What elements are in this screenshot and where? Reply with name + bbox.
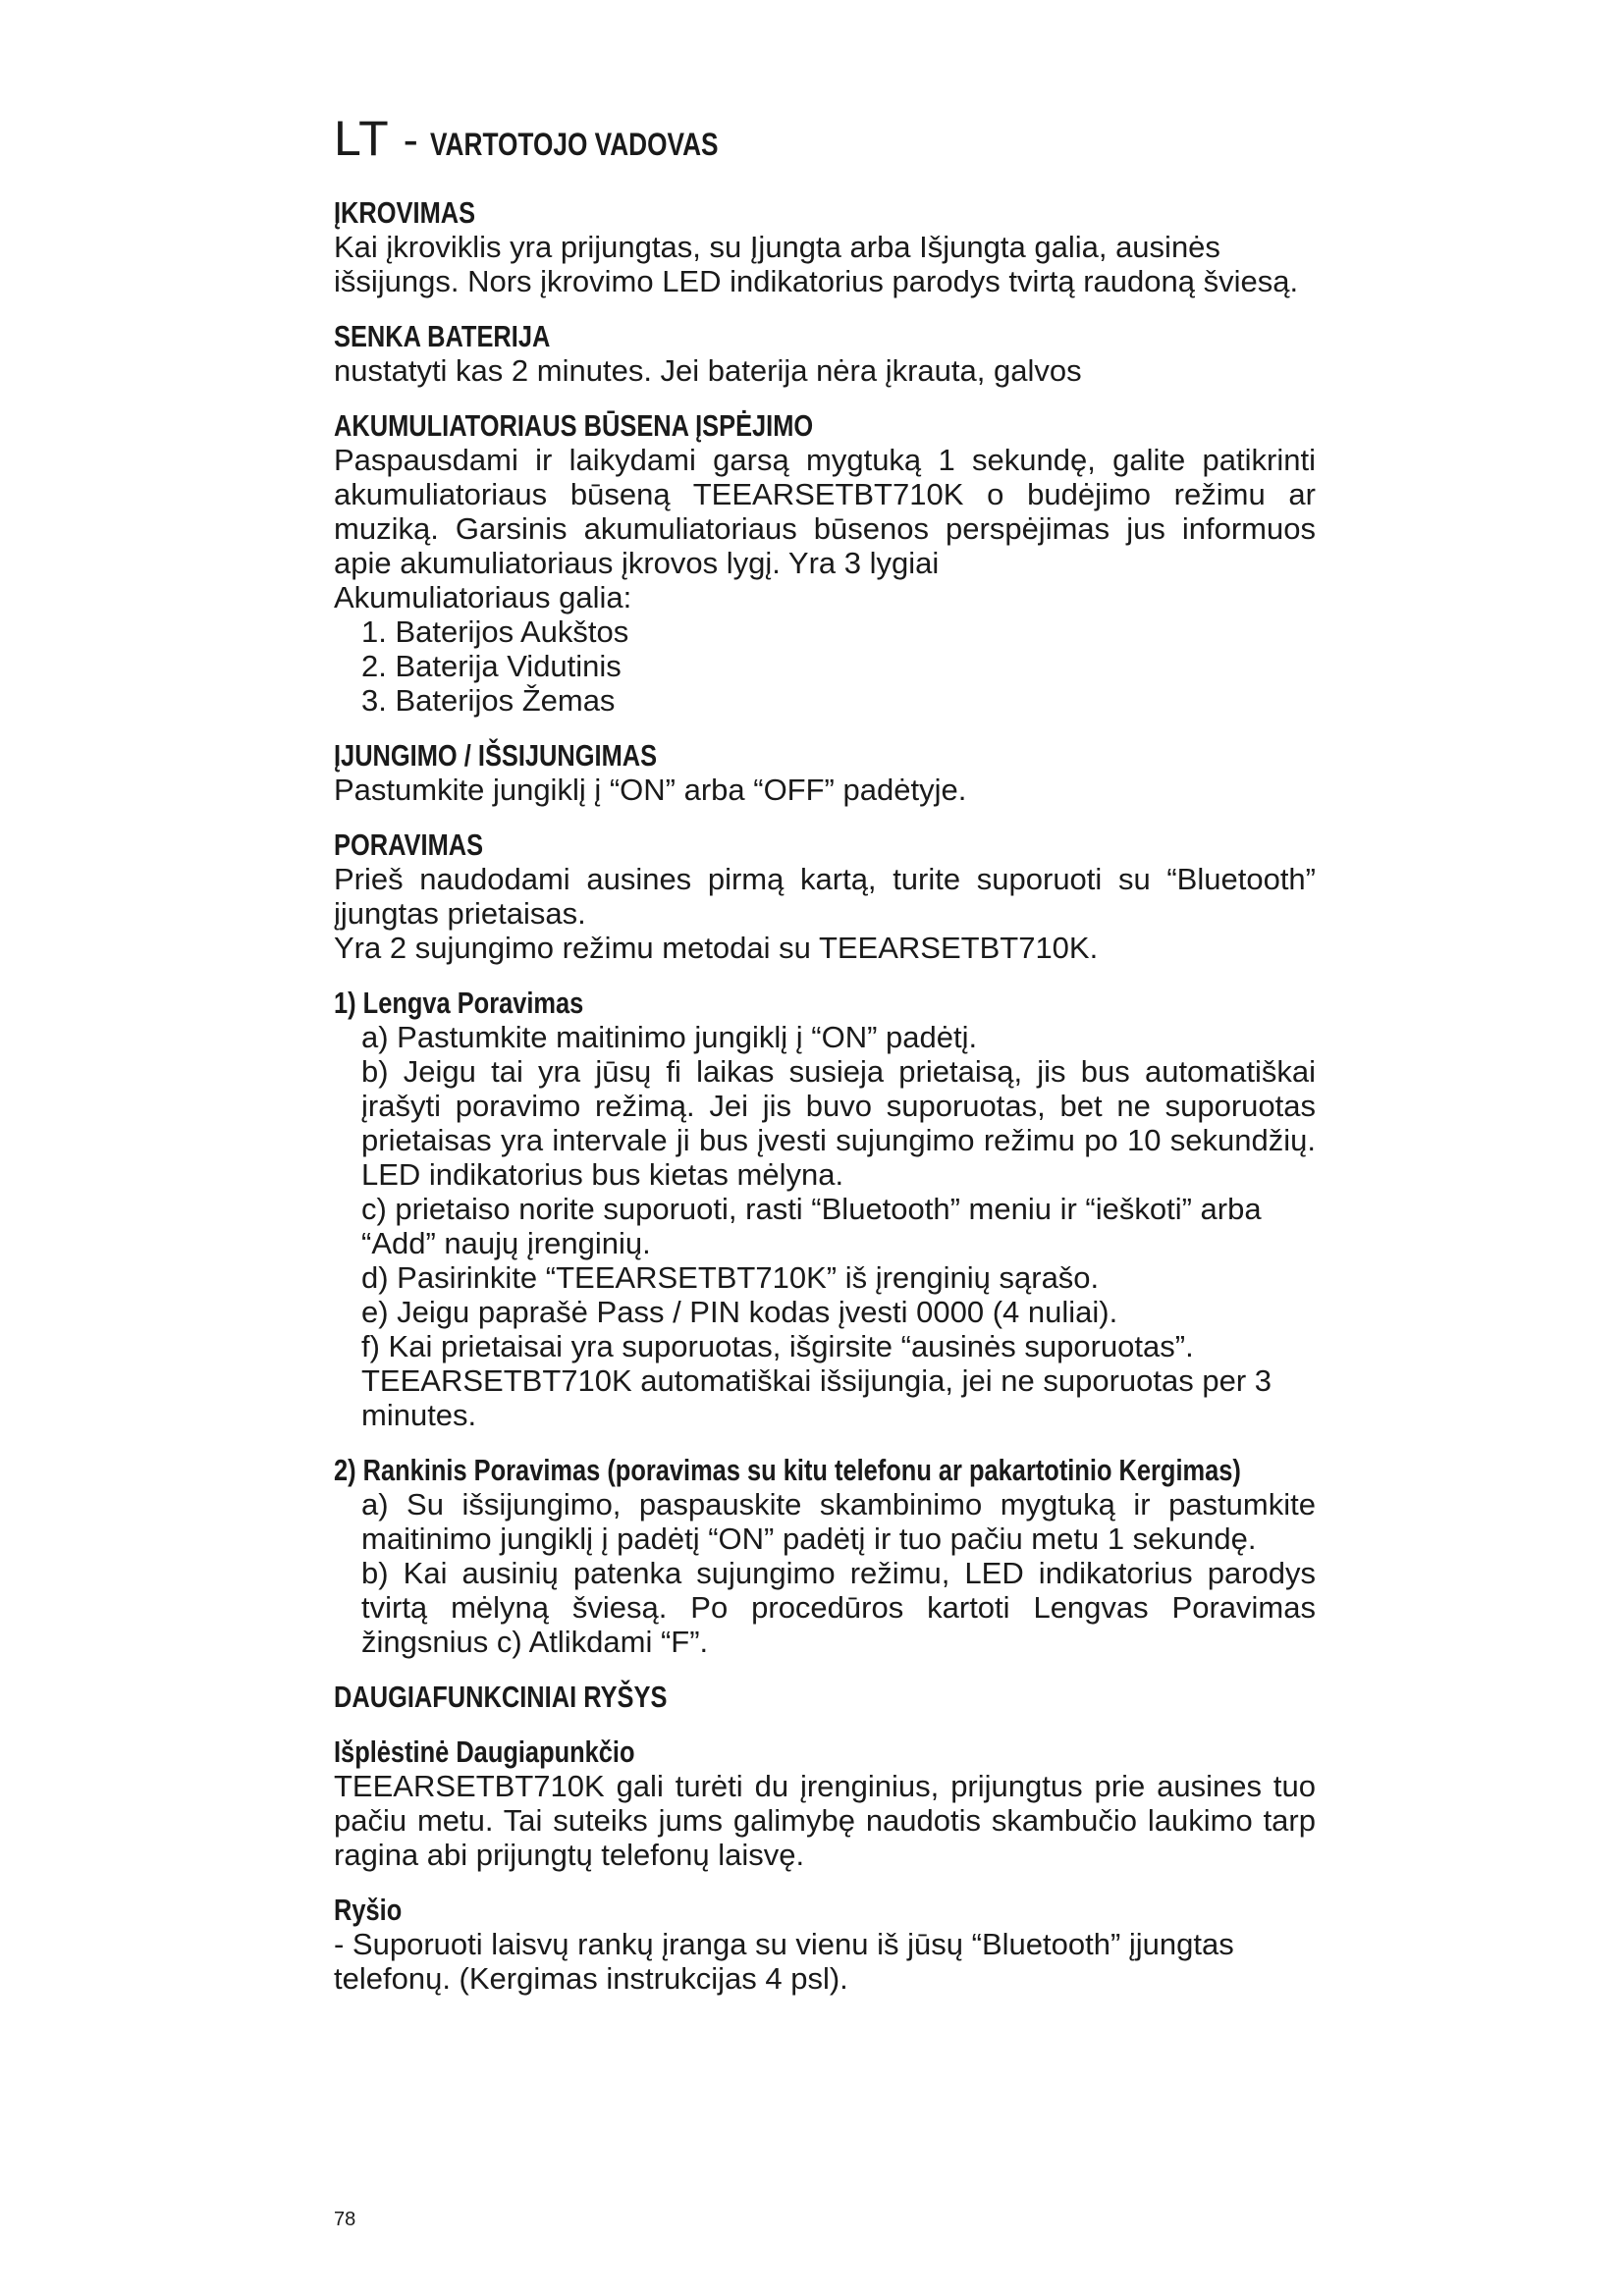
section-battery-status (334, 409, 1316, 718)
title-dash: - (403, 114, 418, 165)
section-manual-pairing (334, 1454, 1316, 1659)
heading-easy-pairing: 1) Lengva Poravimas (334, 986, 584, 1020)
text-battery-status: Paspausdami ir laikydami garsą mygtuką 1 sekundę, galite patikrinti akumuliatoriaus būseną TEEARSETBT710K o budėjimo režimu ar muziką. Garsinis akumuliatoriaus būsenos perspėjimas jus informuos apie akumuliatoriaus įkrovos lygį. Yra 3 lygiai (334, 443, 1316, 580)
section-charging (334, 196, 1316, 298)
text-multipoint: TEEARSETBT710K gali turėti du įrenginius, prijungtus prie ausines tuo pačiu metu. Tai suteiks jums galimybę naudotis skambučio laukimo tarp ragina abi prijungtų telefonų laisvę. (334, 1769, 1316, 1872)
page-title (334, 110, 1316, 167)
heading-pairing: PORAVIMAS (334, 828, 484, 862)
heading-multifunction: DAUGIAFUNKCINIAI RYŠYS (334, 1680, 668, 1714)
heading-manual-pairing: 2) Rankinis Poravimas (poravimas su kitu telefonu ar pakartotinio Kergimas) (334, 1453, 1241, 1487)
heading-multipoint: Išplėstinė Daugiapunkčio (334, 1735, 635, 1769)
list-item: d) Pasirinkite “TEEARSETBT710K” iš įrenginių sąrašo. (361, 1260, 1100, 1295)
easy-pairing-steps (334, 1020, 1316, 1432)
list-item: a) Su išsijungimo, paspauskite skambinimo mygtuką ir pastumkite maitinimo jungiklį į padėtį “ON” padėtį ir tuo pačiu metu 1 sekundę. (361, 1487, 1316, 1556)
section-multifunction (334, 1681, 1316, 1714)
list-item: f) Kai prietaisai yra suporuotas, išgirsite “ausinės suporuotas”. TEEARSETBT710K automatiškai išsijungia, jei ne suporuotas per 3 minutes. (361, 1329, 1272, 1432)
list-item: b) Jeigu tai yra jūsų fi laikas susieja prietaisą, jis bus automatiškai įrašyti poravimo režimą. Jei jis buvo suporuotas, bet ne suporuotas prietaisas yra intervale ji bus įvesti sujungimo režimu po 10 sekundžių. LED indikatorius bus kietas mėlyna. (361, 1054, 1316, 1192)
section-connection (334, 1894, 1316, 1996)
list-item: a) Pastumkite maitinimo jungiklį į “ON” padėtį. (361, 1020, 978, 1054)
list-item: c) prietaiso norite suporuoti, rasti “Bluetooth” meniu ir “ieškoti” arba “Add” naujų įrenginių. (361, 1192, 1262, 1260)
text-low-battery: nustatyti kas 2 minutes. Jei baterija nėra įkrauta, galvos (334, 353, 1082, 388)
text-power: Pastumkite jungiklį į “ON” arba “OFF” padėtyje. (334, 773, 967, 807)
text-pairing-2: Yra 2 sujungimo režimu metodai su TEEARSETBT710K. (334, 931, 1099, 965)
heading-connection: Ryšio (334, 1893, 403, 1927)
section-pairing (334, 828, 1316, 965)
heading-charging: ĮKROVIMAS (334, 195, 476, 230)
list-item: 1. Baterijos Aukštos (361, 614, 629, 649)
heading-low-battery: SENKA BATERIJA (334, 319, 551, 353)
text-pairing-1: Prieš naudodami ausines pirmą kartą, turite suporuoti su “Bluetooth” įjungtas prietaisas. (334, 862, 1316, 931)
text-charging: Kai įkroviklis yra prijungtas, su Įjungta arba Išjungta galia, ausinės išsijungs. Nors įkrovimo LED indikatorius parodys tvirtą raudoną šviesą. (334, 230, 1299, 298)
language-code: LT (334, 111, 390, 166)
list-item: b) Kai ausinių patenka sujungimo režimu, LED indikatorius parodys tvirtą mėlyną šviesą. Po procedūros kartoti Lengvas Poravimas žingsnius c) Atlikdami “F”. (361, 1556, 1316, 1659)
section-multipoint (334, 1735, 1316, 1872)
list-item: 2. Baterija Vidutinis (361, 649, 622, 683)
heading-power: ĮJUNGIMO / IŠSIJUNGIMAS (334, 738, 658, 773)
section-easy-pairing (334, 987, 1316, 1432)
list-item: e) Jeigu paprašė Pass / PIN kodas įvesti 0000 (4 nuliai). (361, 1295, 1118, 1329)
section-power (334, 739, 1316, 807)
manual-title: VARTOTOJO VADOVAS (429, 127, 719, 162)
manual-pairing-steps (334, 1487, 1316, 1659)
text-connection: - Suporuoti laisvų rankų įranga su vienu iš jūsų “Bluetooth” įjungtas telefonų. (Kergimas instrukcijas 4 psl). (334, 1927, 1234, 1996)
section-low-battery (334, 320, 1316, 388)
text-battery-power: Akumuliatoriaus galia: (334, 580, 632, 614)
manual-page (334, 110, 1316, 2017)
heading-battery-status: AKUMULIATORIAUS BŪSENA ĮSPĖJIMO (334, 408, 814, 443)
list-item: 3. Baterijos Žemas (361, 683, 616, 718)
page-number: 78 (334, 2209, 356, 2230)
battery-levels-list (334, 614, 1316, 718)
